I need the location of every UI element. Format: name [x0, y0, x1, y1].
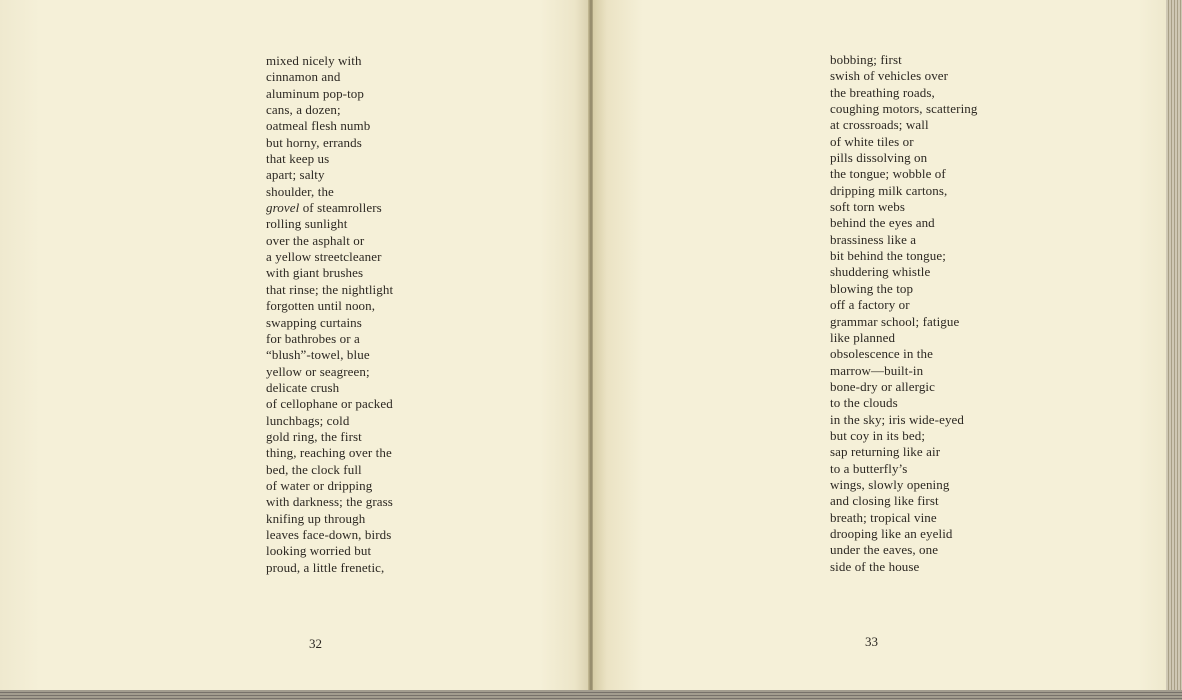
poem-line: of white tiles or [830, 133, 914, 149]
poem-line: that rinse; the nightlight [266, 281, 394, 297]
poem-line: shuddering whistle [830, 264, 931, 280]
poem-line: with giant brushes [266, 265, 364, 281]
poem-line: the tongue; wobble of [830, 166, 946, 182]
poem-line: of cellophane or packed [266, 396, 393, 412]
poem-line: with darkness; the grass [266, 494, 393, 510]
poem-line: proud, a little frenetic, [266, 559, 385, 575]
poem-line: bone-dry or allergic [830, 378, 935, 394]
poem-line: that keep us [266, 151, 330, 167]
poem-line: delicate crush [266, 379, 340, 395]
poem-line: obsolescence in the [830, 346, 933, 362]
poem-line: bit behind the tongue; [830, 248, 946, 264]
right-poem-text [830, 52, 977, 575]
page-fore-edge [1166, 0, 1182, 700]
poem-line: for bathrobes or a [266, 330, 360, 346]
poem-line: “blush”-towel, blue [266, 347, 370, 363]
poem-line: drooping like an eyelid [830, 525, 953, 541]
poem-line: side of the house [830, 558, 920, 574]
poem-line: swish of vehicles over [830, 68, 949, 84]
poem-line: bed, the clock full [266, 461, 362, 477]
poem-line: sap returning like air [830, 444, 941, 460]
right-page-number: 33 [865, 634, 878, 649]
poem-line: yellow or seagreen; [266, 363, 370, 379]
poem-line: swapping curtains [266, 314, 362, 330]
page-bottom-edge [0, 690, 1182, 700]
poem-line: mixed nicely with [266, 53, 362, 68]
poem-line: blowing the top [830, 280, 914, 296]
poem-line: leaves face-down, birds [266, 526, 392, 542]
italic-word: grovel [266, 200, 300, 216]
poem-line: a yellow streetcleaner [266, 249, 382, 265]
poem-line: breath; tropical vine [830, 509, 937, 525]
poem-line: aluminum pop-top [266, 85, 365, 101]
poem-line: wings, slowly opening [830, 476, 950, 492]
poem-line: behind the eyes and [830, 215, 935, 231]
poem-line: at crossroads; wall [830, 117, 929, 133]
poem-line: soft torn webs [830, 199, 906, 215]
poem-line: like planned [830, 329, 896, 345]
poem-line: bobbing; first [830, 52, 902, 67]
poem-line: knifing up through [266, 510, 366, 526]
poem-line: forgotten until noon, [266, 298, 376, 314]
poem-line: in the sky; iris wide-eyed [830, 411, 965, 427]
poem-line: but coy in its bed; [830, 427, 926, 443]
left-poem-text [266, 53, 393, 576]
poem-line: lunchbags; cold [266, 412, 350, 428]
poem-line: brassiness like a [830, 231, 917, 247]
poem-line: to a butterfly’s [830, 460, 908, 476]
poem-line [266, 200, 393, 216]
poem-line: apart; salty [266, 167, 325, 183]
poem-line: the breathing roads, [830, 84, 935, 100]
poem-line: coughing motors, scattering [830, 101, 978, 117]
left-page [0, 0, 590, 692]
poem-line: cinnamon and [266, 69, 341, 85]
poem-line: rolling sunlight [266, 216, 348, 232]
poem-line: grammar school; fatigue [830, 313, 960, 329]
poem-line: thing, reaching over the [266, 445, 392, 461]
poem-line: cans, a dozen; [266, 102, 341, 118]
right-page [593, 0, 1168, 692]
poem-line: gold ring, the first [266, 428, 362, 444]
poem-line: oatmeal flesh numb [266, 118, 371, 134]
poem-line: shoulder, the [266, 183, 334, 199]
poem-line: to the clouds [830, 395, 898, 411]
poem-line: and closing like first [830, 493, 939, 509]
poem-line: off a factory or [830, 297, 910, 313]
poem-line: over the asphalt or [266, 232, 365, 248]
line-rest: of steamrollers [299, 200, 382, 216]
poem-line: under the eaves, one [830, 542, 939, 558]
poem-line: but horny, errands [266, 134, 362, 150]
left-page-number: 32 [309, 636, 322, 651]
poem-line: of water or dripping [266, 477, 373, 493]
poem-line: looking worried but [266, 543, 372, 559]
poem-line: marrow—built-in [830, 362, 924, 378]
poem-line: dripping milk cartons, [830, 182, 948, 198]
poem-line: pills dissolving on [830, 150, 928, 166]
